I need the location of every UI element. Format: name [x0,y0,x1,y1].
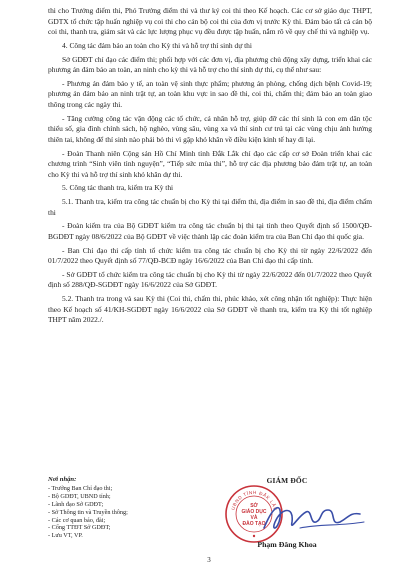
subsection-5-2: 5.2. Thanh tra trong và sau Kỳ thi (Coi thi, chấm thi, phúc khảo, xét công nhận tốt nghiệp): Thực hiện theo Kế hoạch số 41/KH-SGDĐT ngày 16/6/2022 của Sở GDĐT về thanh tra, kiểm tra Kỳ thi tốt nghiệp THPT năm 2022./. [48,294,372,325]
section-heading-safety: 4. Công tác đảm bảo an toàn cho Kỳ thi và hỗ trợ thí sinh dự thi [62,40,252,50]
paragraph-training-continuation: thi cho Trưởng điểm thi, Phó Trưởng điểm thi và thư ký coi thi theo Kế hoạch. Các cơ sở giáo dục THPT, GDTX tổ chức tập huấn nghiệp vụ coi thi cho cán bộ coi thi của đơn vị trước Kỳ thi. Đảm bảo tất cả cán bộ coi thi, thanh tra, giám sát và các lực lượng phục vụ đều được tập huấn, nắm rõ về quy chế thi và nghiệp vụ. [48,6,372,37]
recipients-block [48,476,208,540]
recipients-heading: Nơi nhận: [48,476,77,483]
paragraph-department-inspection: - Sở GDĐT tổ chức kiểm tra công tác chuẩn bị cho Kỳ thi từ ngày 22/6/2022 đến 01/7/2022 theo Quyết định số 288/QĐ-SGDĐT ngày 16/6/2022 của Sở GDĐT. [48,269,372,290]
svg-text:SỞ: SỞ [250,503,258,509]
signer-name: Phạm Đăng Khoa [257,540,317,549]
recipient-item: - Bộ GDĐT, UBND tỉnh; [48,492,111,500]
handwritten-signature [260,498,370,538]
svg-text:UBND TỈNH ĐẮK LẮK: UBND TỈNH ĐẮK LẮK [230,489,278,512]
section-heading-inspection: 5. Công tác thanh tra, kiểm tra Kỳ thi [62,183,174,193]
recipient-item: - Trưởng Ban Chỉ đạo thi; [48,484,113,492]
svg-text:GIÁO DỤC: GIÁO DỤC [241,509,267,515]
paragraph-health-security: - Phương án đảm bảo y tế, an toàn vệ sinh thực phẩm; phương án phòng, chống dịch bệnh Covid-19; phương án đảm bảo an ninh trật tự, an toàn khu vực in sao đề thi, coi thi, chấm thi; đảm bảo an toàn giao thông trong các ngày thi. [48,78,372,109]
recipient-item: - Lưu VT, VP. [48,532,83,540]
paragraph-safety-intro: Sở GDĐT chỉ đạo các điểm thi; phối hợp với các đơn vị, địa phương chủ động xây dựng, triển khai các phương án đảm bảo an toàn, an ninh cho kỳ thi và hỗ trợ cho thí sinh dự thi, cụ thể như sau: [48,54,372,75]
paragraph-ministry-inspection: - Đoàn kiểm tra của Bộ GDĐT kiểm tra công tác chuẩn bị thi tại tỉnh theo Quyết định số 1500/QĐ-BGDĐT ngày 08/6/2022 của Bộ GDĐT về việc thành lập các đoàn kiểm tra của Ban Chỉ đạo thi quốc gia. [48,221,372,241]
paragraph-support-candidates: - Tăng cường công tác vận động các tổ chức, cá nhân hỗ trợ, giúp đỡ các thí sinh là con em dân tộc thiểu số, gia đình chính sách, hộ nghèo, vùng sâu, vùng xa và thí sinh cư trú tại các vùng chịu ảnh hưởng thiên tai, không để thí sinh nào phải bỏ thi vì gặp khó khăn về điều kiện kinh tế hay đi lại. [48,113,372,144]
signer-title: GIÁM ĐỐC [266,476,308,485]
recipient-item: - Lãnh đạo Sở GDĐT; [48,500,104,508]
recipient-item: - Sở Thông tin và Truyền thông; [48,508,128,516]
svg-text:ĐÀO TẠO: ĐÀO TẠO [242,521,266,527]
subsection-heading-5-1: 5.1. Thanh tra, kiểm tra công tác chuẩn bị cho Kỳ thi tại điểm thi, địa điểm in sao đề thi, địa điểm chấm thi [48,197,372,217]
paragraph-youth-union: - Đoàn Thanh niên Cộng sản Hồ Chí Minh tỉnh Đắk Lắk chỉ đạo các cấp cơ sở Đoàn triển khai các chương trình “Sinh viên tình nguyện”, “Tiếp sức mùa thi”, hỗ trợ các địa phương bảo đảm trật tự, an toàn cho Kỳ thi và hỗ trợ thí sinh khó khăn dự thi. [48,148,372,179]
svg-text:VÀ: VÀ [250,515,258,521]
recipient-item: - Các cơ quan báo, đài; [48,516,106,524]
recipient-item: - Cổng TTĐT Sở GDĐT; [48,524,111,532]
paragraph-steering-inspection: - Ban Chỉ đạo thi cấp tỉnh tổ chức kiểm tra công tác chuẩn bị cho Kỳ thi từ ngày 22/6/2022 đến 01/7/2022 theo Quyết định số 77/QĐ-BCĐ ngày 16/6/2022 của Ban Chỉ đạo thi cấp tỉnh. [48,245,372,266]
document-body [48,6,372,326]
page-number: 3 [207,556,211,564]
